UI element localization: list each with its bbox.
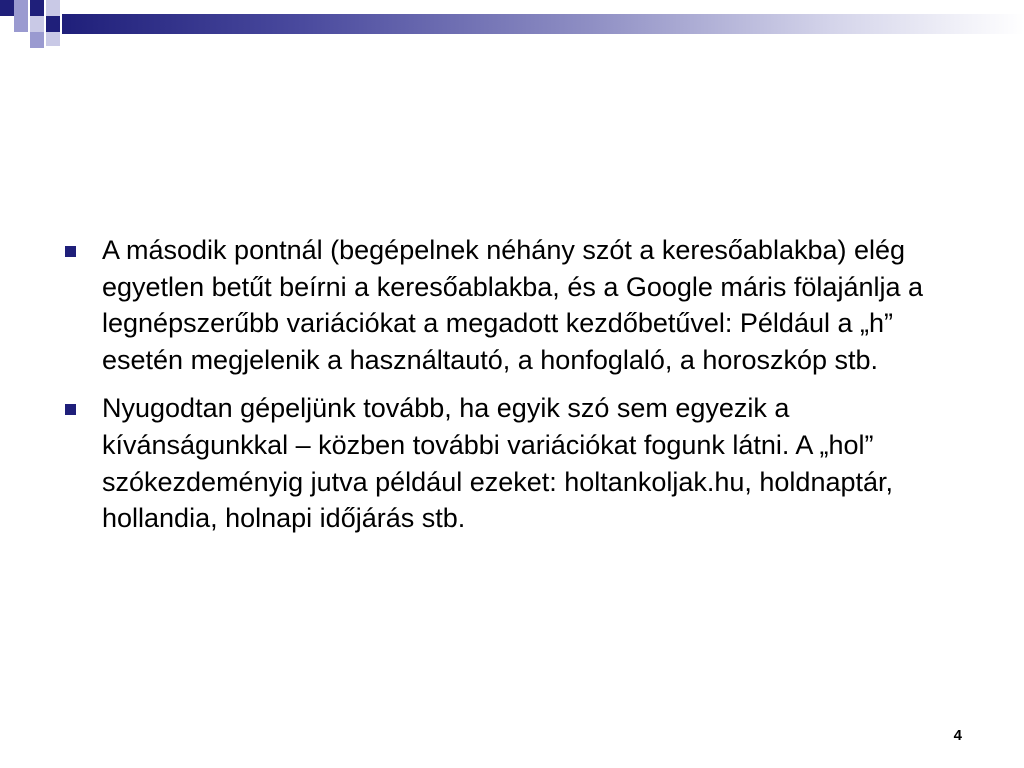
deco-square: [46, 0, 60, 16]
deco-square: [30, 16, 44, 32]
bullet-item: [62, 390, 962, 536]
slide-content: [62, 232, 962, 549]
bullet-text: A második pontnál (begépelnek néhány szót a keresőablakba) elég egyetlen betűt beírni a keresőablakba, és a Google máris fölajánlja a legnépszerűbb variációkat a megadott kezdőbetűvel: Például a „h” esetén megjelenik a használtautó, a honfoglaló, a horoszkóp stb.: [102, 235, 924, 375]
square-bullet-icon: [65, 246, 76, 257]
square-bullet-icon: [65, 404, 76, 415]
deco-square: [14, 0, 28, 16]
deco-square: [46, 16, 60, 32]
deco-square: [14, 16, 28, 32]
header-decoration: [0, 0, 1024, 64]
deco-square: [46, 32, 60, 46]
deco-square: [30, 32, 44, 48]
deco-square: [0, 0, 14, 16]
bullet-text: Nyugodtan gépeljünk tovább, ha egyik szó sem egyezik a kívánságunkkal – közben további variációkat fogunk látni. A „hol” szókezdeményig jutva például ezeket: holtankoljak.hu, holdnaptár, hollandia, holnapi időjárás stb.: [102, 393, 894, 534]
page-number: 4: [953, 727, 962, 744]
deco-square: [30, 0, 44, 16]
bullet-item: [62, 232, 962, 378]
header-gradient-bar: [62, 14, 1024, 34]
